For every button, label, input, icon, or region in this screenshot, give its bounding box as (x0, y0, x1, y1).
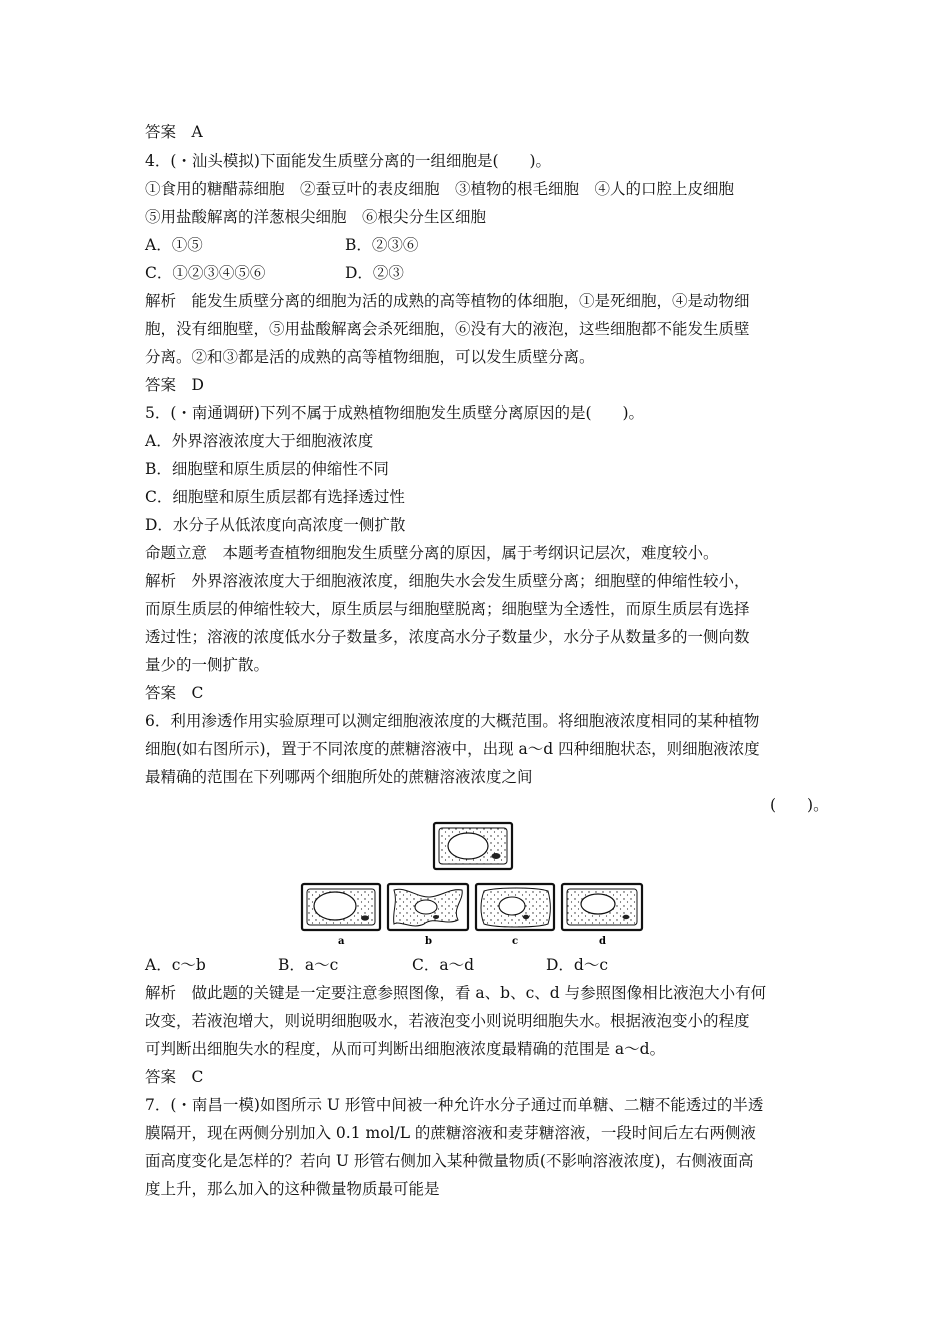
q5-answer: 答案 C (145, 684, 204, 702)
q6-analysis-line3: 可判断出细胞失水的程度，从而可判断出细胞液浓度最精确的范围是 a～d。 (145, 1040, 666, 1058)
q5-option-a: A．外界溶液浓度大于细胞液浓度 (145, 432, 374, 450)
q7-stem-line1: 7．(・南昌一模)如图所示 U 形管中间被一种允许水分子通过而单糖、二糖不能透过的半透 (145, 1096, 764, 1114)
q6-stem-line2: 细胞(如右图所示)，置于不同浓度的蔗糖溶液中，出现 a～d 四种细胞状态，则细胞液浓度 (145, 740, 760, 758)
reference-cell (434, 823, 512, 869)
q5-analysis-line1: 解析 外界溶液浓度大于细胞液浓度，细胞失水会发生质壁分离；细胞壁的伸缩性较小， (145, 572, 750, 590)
q5-option-d: D．水分子从低浓度向高浓度一侧扩散 (145, 516, 406, 534)
q5-stem: 5．(・南通调研)下列不属于成熟植物细胞发生质壁分离原因的是( )。 (145, 404, 645, 422)
q7-stem-line3: 面高度变化是怎样的？若向 U 形管右侧加入某种微量物质(不影响溶液浓度)，右侧液面高 (145, 1152, 754, 1170)
cell-state-figure (300, 820, 645, 952)
q5-option-b: B．细胞壁和原生质层的伸缩性不同 (145, 460, 389, 478)
q6-analysis-line1: 解析 做此题的关键是一定要注意参照图像，看 a、b、c、d 与参照图像相比液泡大小有何 (145, 984, 767, 1002)
q6-answer: 答案 C (145, 1068, 204, 1086)
q4-analysis-line2: 胞，没有细胞壁，⑤用盐酸解离会杀死细胞，⑥没有大的液泡，这些细胞都不能发生质壁 (145, 320, 750, 338)
q4-analysis-line1: 解析 能发生质壁分离的细胞为活的成熟的高等植物的体细胞，①是死细胞，④是动物细 (145, 292, 750, 310)
figure-label-c: c (512, 936, 519, 947)
q4-items-line2: ⑤用盐酸解离的洋葱根尖细胞 ⑥根尖分生区细胞 (145, 208, 487, 226)
q6-answer-bracket: ( )。 (770, 796, 829, 814)
q6-option-b: B．a～c (278, 956, 339, 974)
q5-analysis-line4: 量少的一侧扩散。 (145, 656, 270, 674)
figure-label-b: b (425, 936, 432, 947)
q6-option-d: D．d～c (546, 956, 609, 974)
figure-label-a: a (338, 936, 345, 947)
q5-intent: 命题立意 本题考查植物细胞发生质壁分离的原因，属于考纲识记层次，难度较小。 (145, 544, 719, 562)
q6-analysis-line2: 改变，若液泡增大，则说明细胞吸水，若液泡变小则说明细胞失水。根据液泡变小的程度 (145, 1012, 750, 1030)
cell-d (562, 884, 642, 930)
cell-a (302, 884, 380, 930)
figure-label-d: d (599, 936, 606, 947)
q4-analysis-line3: 分离。②和③都是活的成熟的高等植物细胞，可以发生质壁分离。 (145, 348, 595, 366)
q5-option-c: C．细胞壁和原生质层都有选择透过性 (145, 488, 405, 506)
q6-option-a: A．c～b (145, 956, 206, 974)
q4-items-line1: ①食用的糖醋蒜细胞 ②蚕豆叶的表皮细胞 ③植物的根毛细胞 ④人的口腔上皮细胞 (145, 180, 735, 198)
q4-option-b: B．②③⑥ (345, 236, 419, 254)
q5-analysis-line2: 而原生质层的伸缩性较大，原生质层与细胞壁脱离；细胞壁为全透性，而原生质层有选择 (145, 600, 750, 618)
q6-option-c: C．a～d (412, 956, 475, 974)
q4-option-d: D．②③ (345, 264, 404, 282)
q7-stem-line4: 度上升，那么加入的这种微量物质最可能是 (145, 1180, 440, 1198)
q4-stem: 4．(・汕头模拟)下面能发生质壁分离的一组细胞是( )。 (145, 152, 552, 170)
cell-b (388, 884, 468, 930)
q6-stem-line1: 6．利用渗透作用实验原理可以测定细胞液浓度的大概范围。将细胞液浓度相同的某种植物 (145, 712, 760, 730)
q4-option-a: A．①⑤ (145, 236, 203, 254)
q6-stem-line3: 最精确的范围在下列哪两个细胞所处的蔗糖溶液浓度之间 (145, 768, 533, 786)
q5-analysis-line3: 透过性；溶液的浓度低水分子数量多，浓度高水分子数量少，水分子从数量多的一侧向数 (145, 628, 750, 646)
cell-c (476, 884, 554, 930)
q4-option-c: C．①②③④⑤⑥ (145, 264, 266, 282)
q4-answer: 答案 D (145, 376, 204, 394)
q7-stem-line2: 膜隔开，现在两侧分别加入 0.1 mol/L 的蔗糖溶液和麦芽糖溶液，一段时间后左右两侧液 (145, 1124, 756, 1142)
q3-answer: 答案 A (145, 123, 203, 141)
